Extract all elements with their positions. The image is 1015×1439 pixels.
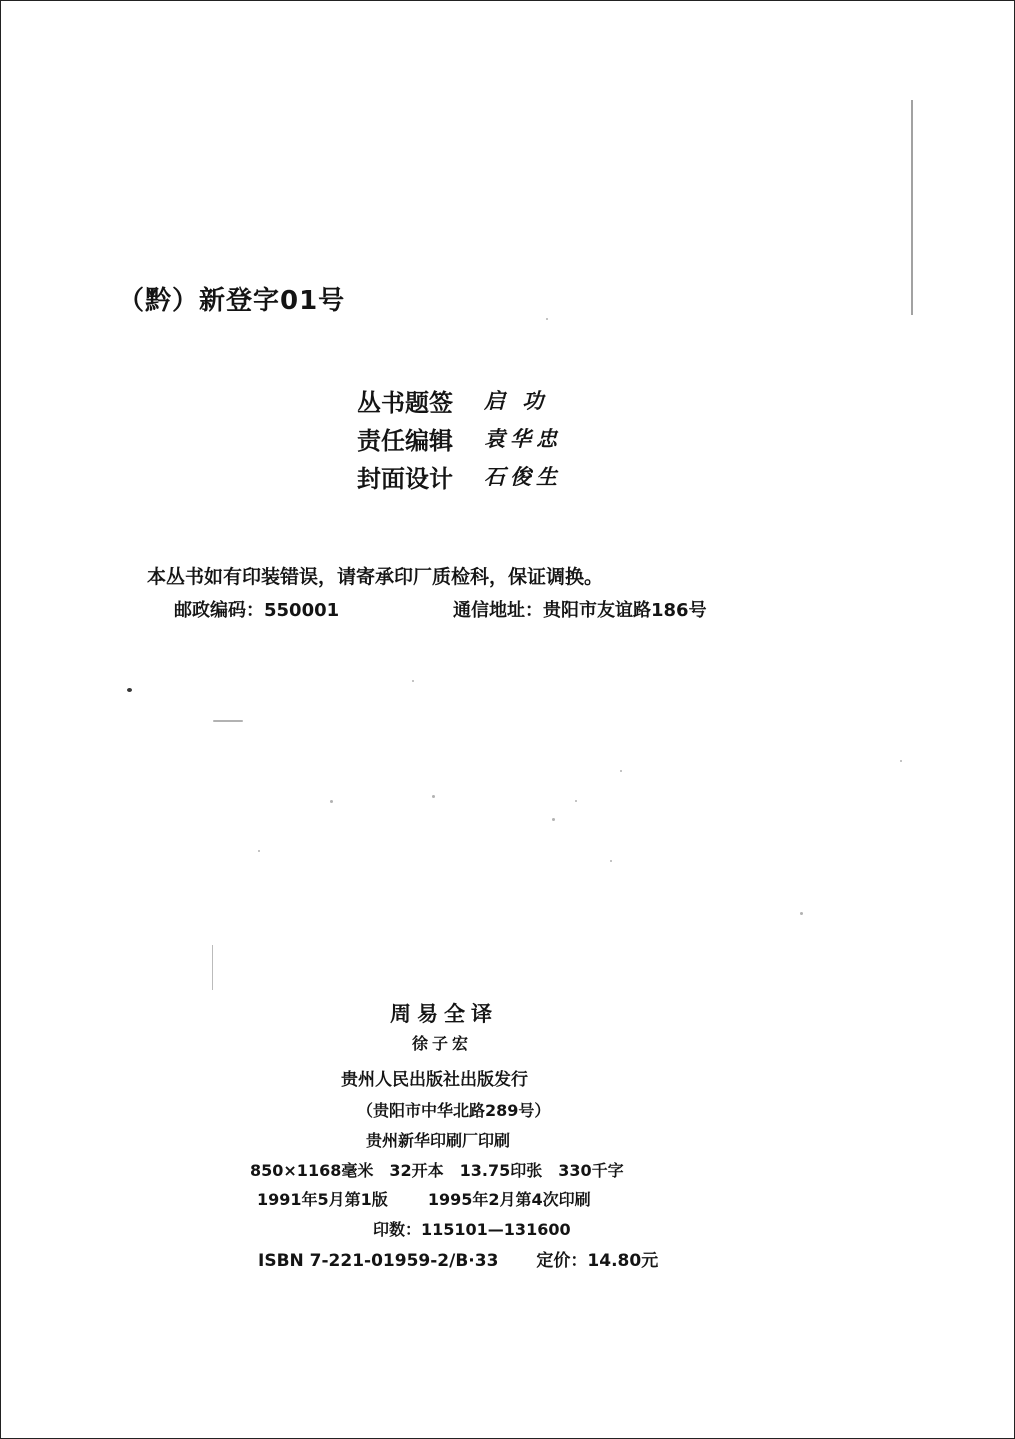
- scan-speck: [900, 760, 902, 762]
- scan-speck: [620, 770, 622, 772]
- credit-name: 袁华忠: [484, 426, 562, 451]
- scan-speck: [546, 318, 548, 320]
- book-title: 周易全译: [390, 1002, 498, 1026]
- scan-speck: [552, 818, 555, 821]
- publisher: 贵州人民出版社出版发行: [341, 1070, 528, 1090]
- credit-name: 石俊生: [484, 464, 562, 489]
- credits-block: [357, 381, 562, 495]
- sheet-count: 13.75印张: [459, 1161, 543, 1180]
- isbn: ISBN 7-221-01959-2/B·33: [258, 1251, 499, 1271]
- credit-row: [357, 457, 562, 495]
- word-count: 330千字: [558, 1161, 624, 1180]
- printer: 贵州新华印刷厂印刷: [366, 1131, 511, 1150]
- credit-role: 丛书题签: [357, 388, 453, 417]
- scan-speck: [213, 720, 243, 722]
- scan-speck: [575, 800, 577, 802]
- scan-speck: [330, 800, 333, 803]
- scan-speck: [127, 688, 132, 692]
- credit-row: [357, 419, 562, 457]
- print-specs: [250, 1158, 624, 1181]
- isbn-line: [258, 1246, 658, 1271]
- paper-format: 850×1168毫米: [250, 1161, 374, 1180]
- misprint-notice: 本丛书如有印装错误，请寄承印厂质检科，保证调换。: [147, 566, 604, 588]
- postal-code: 邮政编码：550001: [174, 600, 340, 621]
- registration-number: （黔）新登字01号: [118, 286, 346, 316]
- edition-line: [257, 1187, 591, 1210]
- printing-number: 1995年2月第4次印刷: [427, 1190, 591, 1209]
- first-edition: 1991年5月第1版: [257, 1190, 388, 1209]
- publisher-address: （贵阳市中华北路289号）: [357, 1101, 551, 1120]
- binding-rule: [911, 100, 913, 315]
- scan-mark: [212, 945, 213, 990]
- credit-role: 责任编辑: [357, 426, 453, 455]
- scan-speck: [800, 912, 803, 915]
- credit-row: [357, 381, 562, 419]
- credit-role: 封面设计: [357, 464, 453, 493]
- scan-speck: [432, 795, 435, 798]
- scan-speck: [412, 680, 414, 682]
- scan-speck: [258, 850, 260, 852]
- scan-speck: [610, 860, 612, 862]
- mail-address: 通信地址：贵阳市友谊路186号: [453, 600, 707, 621]
- credit-name: 启 功: [484, 388, 549, 413]
- print-run: 印数：115101—131600: [373, 1220, 571, 1239]
- price: 定价：14.80元: [536, 1251, 659, 1271]
- folio-size: 32开本: [389, 1161, 444, 1180]
- author: 徐子宏: [412, 1034, 473, 1053]
